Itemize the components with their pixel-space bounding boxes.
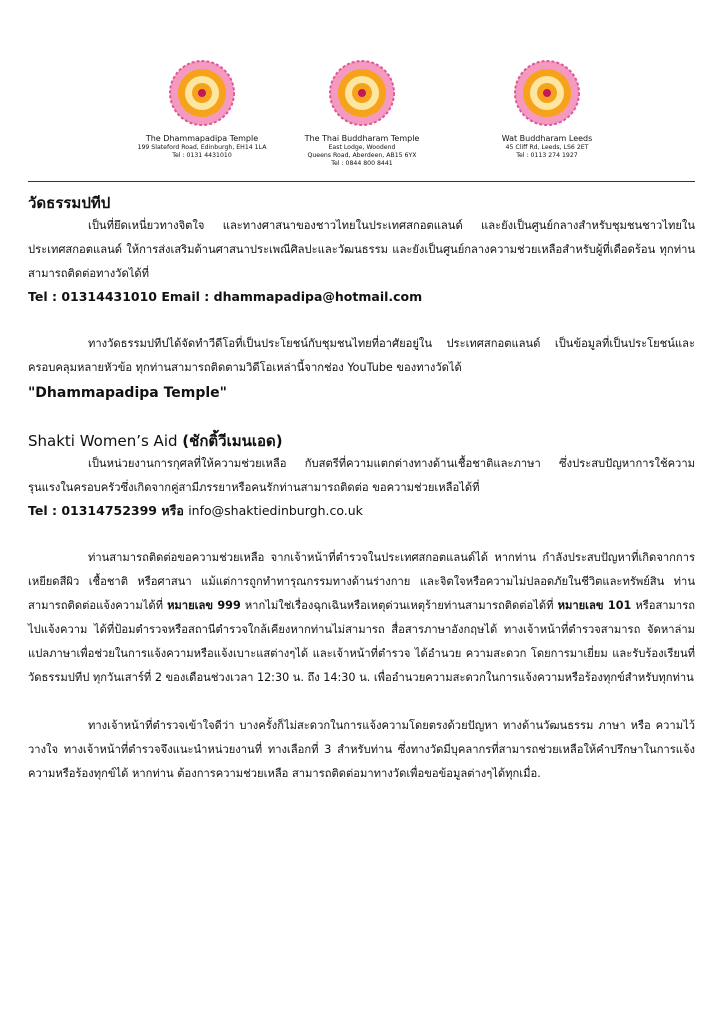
- contact-shakti: [28, 500, 695, 522]
- shakti-tel: Tel : 01314752399: [28, 503, 158, 518]
- police-number-101: หมายเลข 101: [557, 599, 632, 612]
- paragraph-shakti: เป็นหน่วยงานการกุศลที่ให้ความช่วยเหลือ กับสตรีที่ความแตกต่างทางด้านเชื้อชาติและภาษา ซึ่งประสบปัญหาการใช้ความรุนแรงในครอบครัวซึ่งเกิดจากคู่สามีภรรยาหรือคนรักท่านสามารถติดต่อ ขอความช่วยเหลือได้ที่: [28, 457, 695, 494]
- contact-dhammapadipa: Tel : 01314431010 Email : dhammapadipa@hotmail.com: [28, 289, 423, 304]
- shakti-or: หรือ: [161, 503, 184, 518]
- temple-name: The Thai Buddharam Temple: [304, 134, 420, 143]
- temple-address-line: Queens Road, Aberdeen, AB15 6YX: [307, 152, 417, 159]
- temple-seal-icon: [514, 60, 580, 126]
- document-body: [28, 192, 695, 786]
- paragraph-youtube: ทางวัดธรรมปทีปได้จัดทำวีดีโอที่เป็นประโยชน์กับชุมชนไทยที่อาศัยอยู่ใน ประเทศสกอตแลนด์ เป็นข้อมูลที่เป็นประโยชน์และครอบคลุมหลายหัวข้อ ทุกท่านสามารถติดตามวิดีโอเหล่านี้จากช่อง YouTube ของทางวัดได้: [28, 337, 695, 374]
- temple-address-line: East Lodge, Woodend: [328, 144, 396, 151]
- youtube-channel-name: "Dhammapadipa Temple": [28, 385, 227, 401]
- temple-seal-icon: [329, 60, 395, 126]
- section-title-dhammapadipa: วัดธรรมปทีป: [28, 194, 111, 212]
- paragraph-third-party: ทางเจ้าหน้าที่ตำรวจเข้าใจดีว่า บางครั้งก็ไม่สะดวกในการแจ้งความโดยตรงด้วยปัญหา ทางด้านวัฒนธรรม ภาษา หรือ ความไว้วางใจ ทางเจ้าหน้าที่ตำรวจจึงแนะนำหน่วยงานที่ ทางเลือกที่ 3 สำหรับท่าน ซึ่งทางวัดมีบุคลากรที่สามารถช่วยเหลือให้คำปรึกษาในการแจ้งความหรือร้องทุกข์ได้ หากท่าน ต้องการความช่วยเหลือ สามารถติดต่อมาทางวัดเพื่อขอข้อมูลต่างๆได้ทุกเมื่อ.: [28, 719, 695, 780]
- police-text-3: หรือสามารถไปแจ้งความ ได้ที่ป้อมตำรวจหรือสถานีตำรวจใกล้เคียงหากท่านไม่สามารถ สื่อสารภาษาอังกฤษได้ ทางเจ้าหน้าที่ตำรวจสามารถ จัดหาล่ามแปลภาษาเพื่อช่วยในการแจ้งความหรือแจ้งเบาะแสต่างๆได้ และเจ้าหน้าที่ตำรวจ ได้อำนวย ความสะดวก โดยการมาเยี่ยม และรับร้องเรียนที่วัดธรรมปทีป ทุกวันเสาร์ที่ 2 ของเดือนช่วงเวลา 12:30 น. ถึง 14:30 น. เพื่ออำนวยความสะดวกในการแจ้งความหรือร้องทุกข์สำหรับทุกท่าน: [28, 599, 695, 684]
- police-number-999: หมายเลข 999: [167, 599, 241, 612]
- paragraph-dhammapadipa: เป็นที่ยึดเหนี่ยวทางจิตใจ และทางศาสนาของชาวไทยในประเทศสกอตแลนด์ และยังเป็นศูนย์กลางสำหรับชุมชนชาวไทยในประเทศสกอตแลนด์ ให้การส่งเสริมด้านศาสนาประเพณีศิลปะและวัฒนธรรม และยังเป็นศูนย์กลางความช่วยเหลือสำหรับผู้ที่เดือดร้อน ทุกท่านสามารถติดต่อทางวัดได้ที่: [28, 219, 695, 280]
- shakti-title-th: (ชักติ้วีเมนเอด): [182, 432, 283, 450]
- section-title-shakti: [28, 430, 695, 452]
- temple-tel: Tel : 0131 4431010: [172, 152, 232, 159]
- temple-address: 45 Cliff Rd, Leeds, LS6 2ET: [505, 144, 589, 151]
- temple-address: 199 Slateford Road, Edinburgh, EH14 1LA: [137, 144, 267, 151]
- paragraph-police: [28, 546, 695, 690]
- temple-wat-buddharam-leeds: [447, 60, 647, 160]
- temple-seal-icon: [169, 60, 235, 126]
- police-text-2: หากไม่ใช่เรื่องฉุกเฉินหรือเหตุด่วนเหตุร้ายท่านสามารถติดต่อได้ที่: [244, 599, 554, 612]
- header-divider: [28, 181, 695, 182]
- shakti-email: info@shaktiedinburgh.co.uk: [188, 503, 363, 518]
- temple-thai-buddharam: [262, 60, 462, 168]
- header: [0, 60, 723, 180]
- temple-name: The Dhammapadipa Temple: [145, 134, 259, 143]
- temple-name: Wat Buddharam Leeds: [501, 134, 593, 143]
- temple-tel: Tel : 0113 274 1927: [516, 152, 578, 159]
- temple-tel: Tel : 0844 800 8441: [331, 160, 393, 167]
- shakti-title-en: Shakti Women’s Aid: [28, 432, 178, 450]
- police-text-1: ท่านสามารถติดต่อขอความช่วยเหลือ จากเจ้าหน้าที่ตำรวจในประเทศสกอตแลนด์ได้ หากท่าน กำลังประสบปัญหาที่เกิดจากการเหยียดสีผิว เชื้อชาติ หรือศาสนา แม้แต่การถูกทำทารุณกรรมทางด้านร่างกาย และจิตใจหรือความไม่ปลอดภัยในชีวิตและทรัพย์สิน ท่านสามารถติดต่อแจ้งความได้ที่: [28, 551, 695, 612]
